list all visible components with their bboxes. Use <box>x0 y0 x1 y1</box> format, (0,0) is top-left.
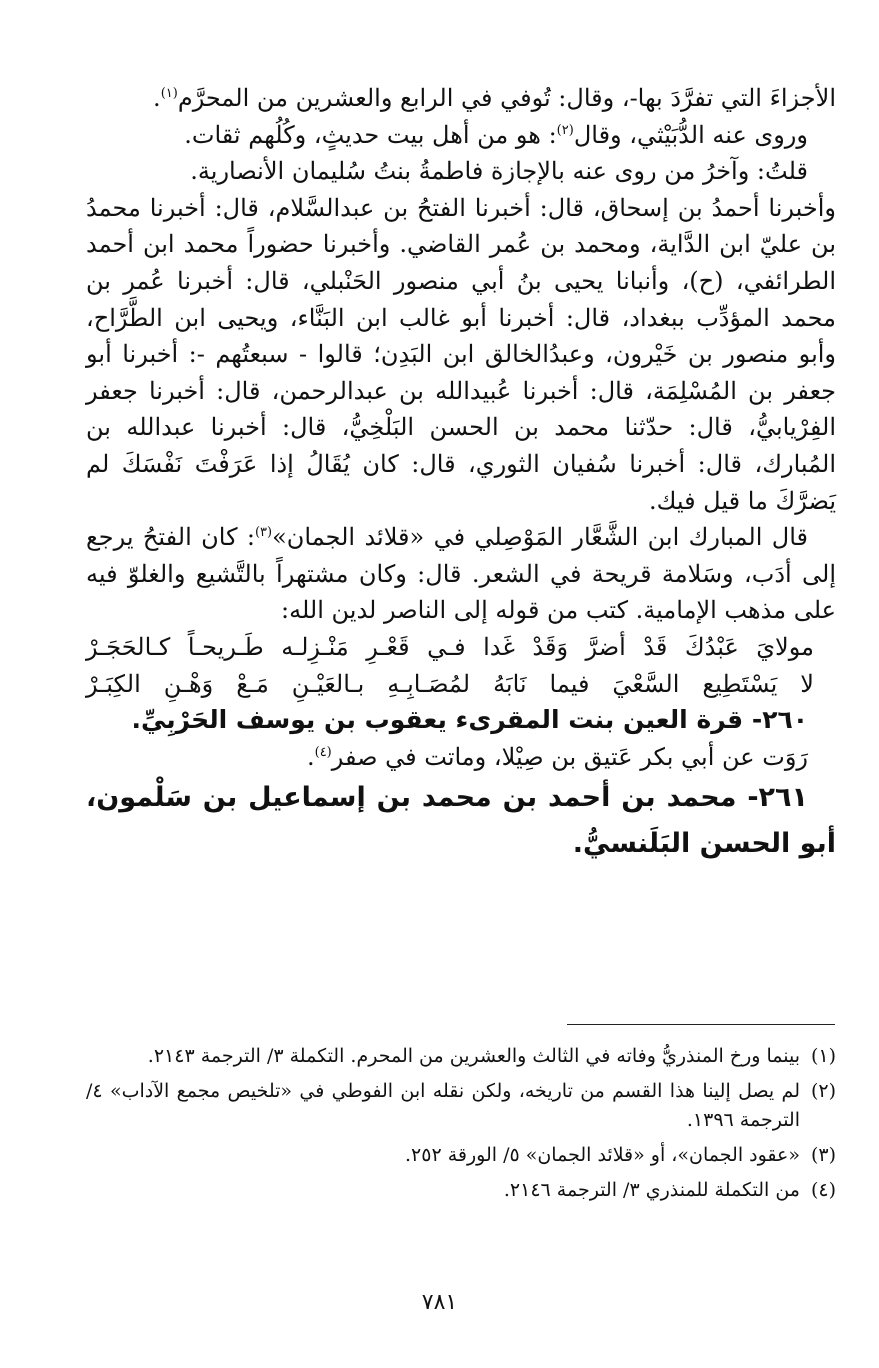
footnote-number: (١) <box>810 1045 836 1067</box>
paragraph-qurrat-al-ayn: رَوَت عن أبي بكر عَتيق بن صِيْلا، وماتت في صفر$^{(٤)}$. <box>306 742 808 771</box>
footnote-ref-1: (١) <box>160 86 178 101</box>
footnote-separator <box>567 1024 835 1025</box>
paragraph-isnad: وأخبرنا أحمدُ بن إسحاق، قال: أخبرنا الفتحُ بن عبدالسَّلام، قال: أخبرنا محمدُ بن عليّ ابن الدَّاية، ومحمد بن عُمر القاضي. وأخبرنا حضوراً محمد ابن أحمد الطرائفي، (ح)، وأنبانا يحيى بنُ أبي منصور الحَنْبلي، قال: أخبرنا عُمر بن محمد المؤدِّب ببغداد، قال: أخبرنا أبو غالب ابن البَنَّاء، ويحيى ابن الطَّرَّاح، وأبو منصور بن خَيْرون، وعبدُالخالق ابن البَدِن؛ قالوا - سبعتُهم -: أخبرنا أبو جعفر بن المُسْلِمَة، قال: أخبرنا عُبيدالله بن عبدالرحمن، قال: أخبرنا جعفر الفِرْيابيُّ، قال: حدّثنا محمد بن الحسن البَلْخِيُّ، قال: أخبرنا عبدالله بن المُبارك، قال: أخبرنا سُفيان الثوري، قال: كان يُقَالُ إذا عَرَفْتَ نَفْسَكَ لم يَضرَّكَ ما قيل فيك. <box>86 193 836 515</box>
footnote-ref-3: (٣) <box>254 525 273 541</box>
footnote-text: لم يصل إلينا هذا القسم من تاريخه، ولكن نقله ابن الفوطي في «تلخيص مجمع الآداب» ٤/ الترجمة ١٣٩٦. <box>86 1080 800 1131</box>
footnote-number: (٢) <box>810 1080 836 1102</box>
entry-heading-260: ٢٦٠- قرة العين بنت المقرىء يعقوب بن يوسف الحَرْبِيِّ. <box>131 705 808 735</box>
footnote-number: (٤) <box>810 1179 836 1201</box>
poem-verse-1: مولايَ عَبْدُكَ قَدْ أضرَّ وَقَدْ غَدا فـي قَعْـرِ مَنْـزِلـه طَـريحـاً كـالحَجَـرْ <box>86 632 815 661</box>
footnote-text: من التكملة للمنذري ٣/ الترجمة ٢١٤٦. <box>503 1179 800 1201</box>
footnote-number: (٣) <box>810 1144 836 1166</box>
paragraph-last-narrator: قلتُ: وآخرُ من روى عنه بالإجازة فاطمةُ بنتُ سُليمان الأنصارية. <box>190 157 808 186</box>
page-number: ٧٨١ <box>421 1290 458 1315</box>
poem-verse-2: لا يَسْتَطِيع السَّعْيَ فيما نَابَهُ لمُصَـابِـهِ بـالعَيْـنِ مَـعْ وَهْـنِ الكِبَـرْ <box>86 669 814 698</box>
footnote-3 <box>86 1141 836 1170</box>
footnote-text: «عقود الجمان»، أو «قلائد الجمان» ٥/ الورقة ٢٥٢. <box>404 1144 800 1166</box>
footnote-2 <box>86 1077 836 1135</box>
paragraph-qalaid: قال المبارك ابن الشَّعَّار المَوْصِلي في «قلائد الجمان»$^{(٣)}$: كان الفتحُ يرجع إلى أدَب، وسَلامة قريحة في الشعر. قال: وكان مشتهراً بالتَّشيع والغلوّ فيه على مذهب الإمامية. كتب من قوله إلى الناصر لدين الله: <box>86 523 836 625</box>
main-text <box>86 80 836 867</box>
footnote-text: بينما ورخ المنذريُّ وفاته في الثالث والعشرين من المحرم. التكملة ٣/ الترجمة ٢١٤٣. <box>147 1045 800 1067</box>
footnote-1 <box>86 1042 836 1071</box>
footnote-ref-4: (٤) <box>314 744 332 760</box>
footnote-ref-2: (٢) <box>556 122 574 138</box>
paragraph-dubaythi: وروى عنه الدُّبَيْثي، وقال$^{(٢)}$: هو من أهل بيت حديثٍ، وكُلُهم ثقات. <box>184 120 808 149</box>
entry-heading-261: ٢٦١- محمد بن أحمد بن محمد بن إسماعيل بن سَلْمون، أبو الحسن البَلَنسيُّ. <box>86 782 836 860</box>
footnote-4 <box>86 1176 836 1205</box>
paragraph-death-date: الأجزاءَ التي تفرَّدَ بها-، وقال: تُوفي في الرابع والعشرين من المحرَّم$^{(١)}$. <box>153 84 836 112</box>
footnotes <box>86 1042 836 1211</box>
